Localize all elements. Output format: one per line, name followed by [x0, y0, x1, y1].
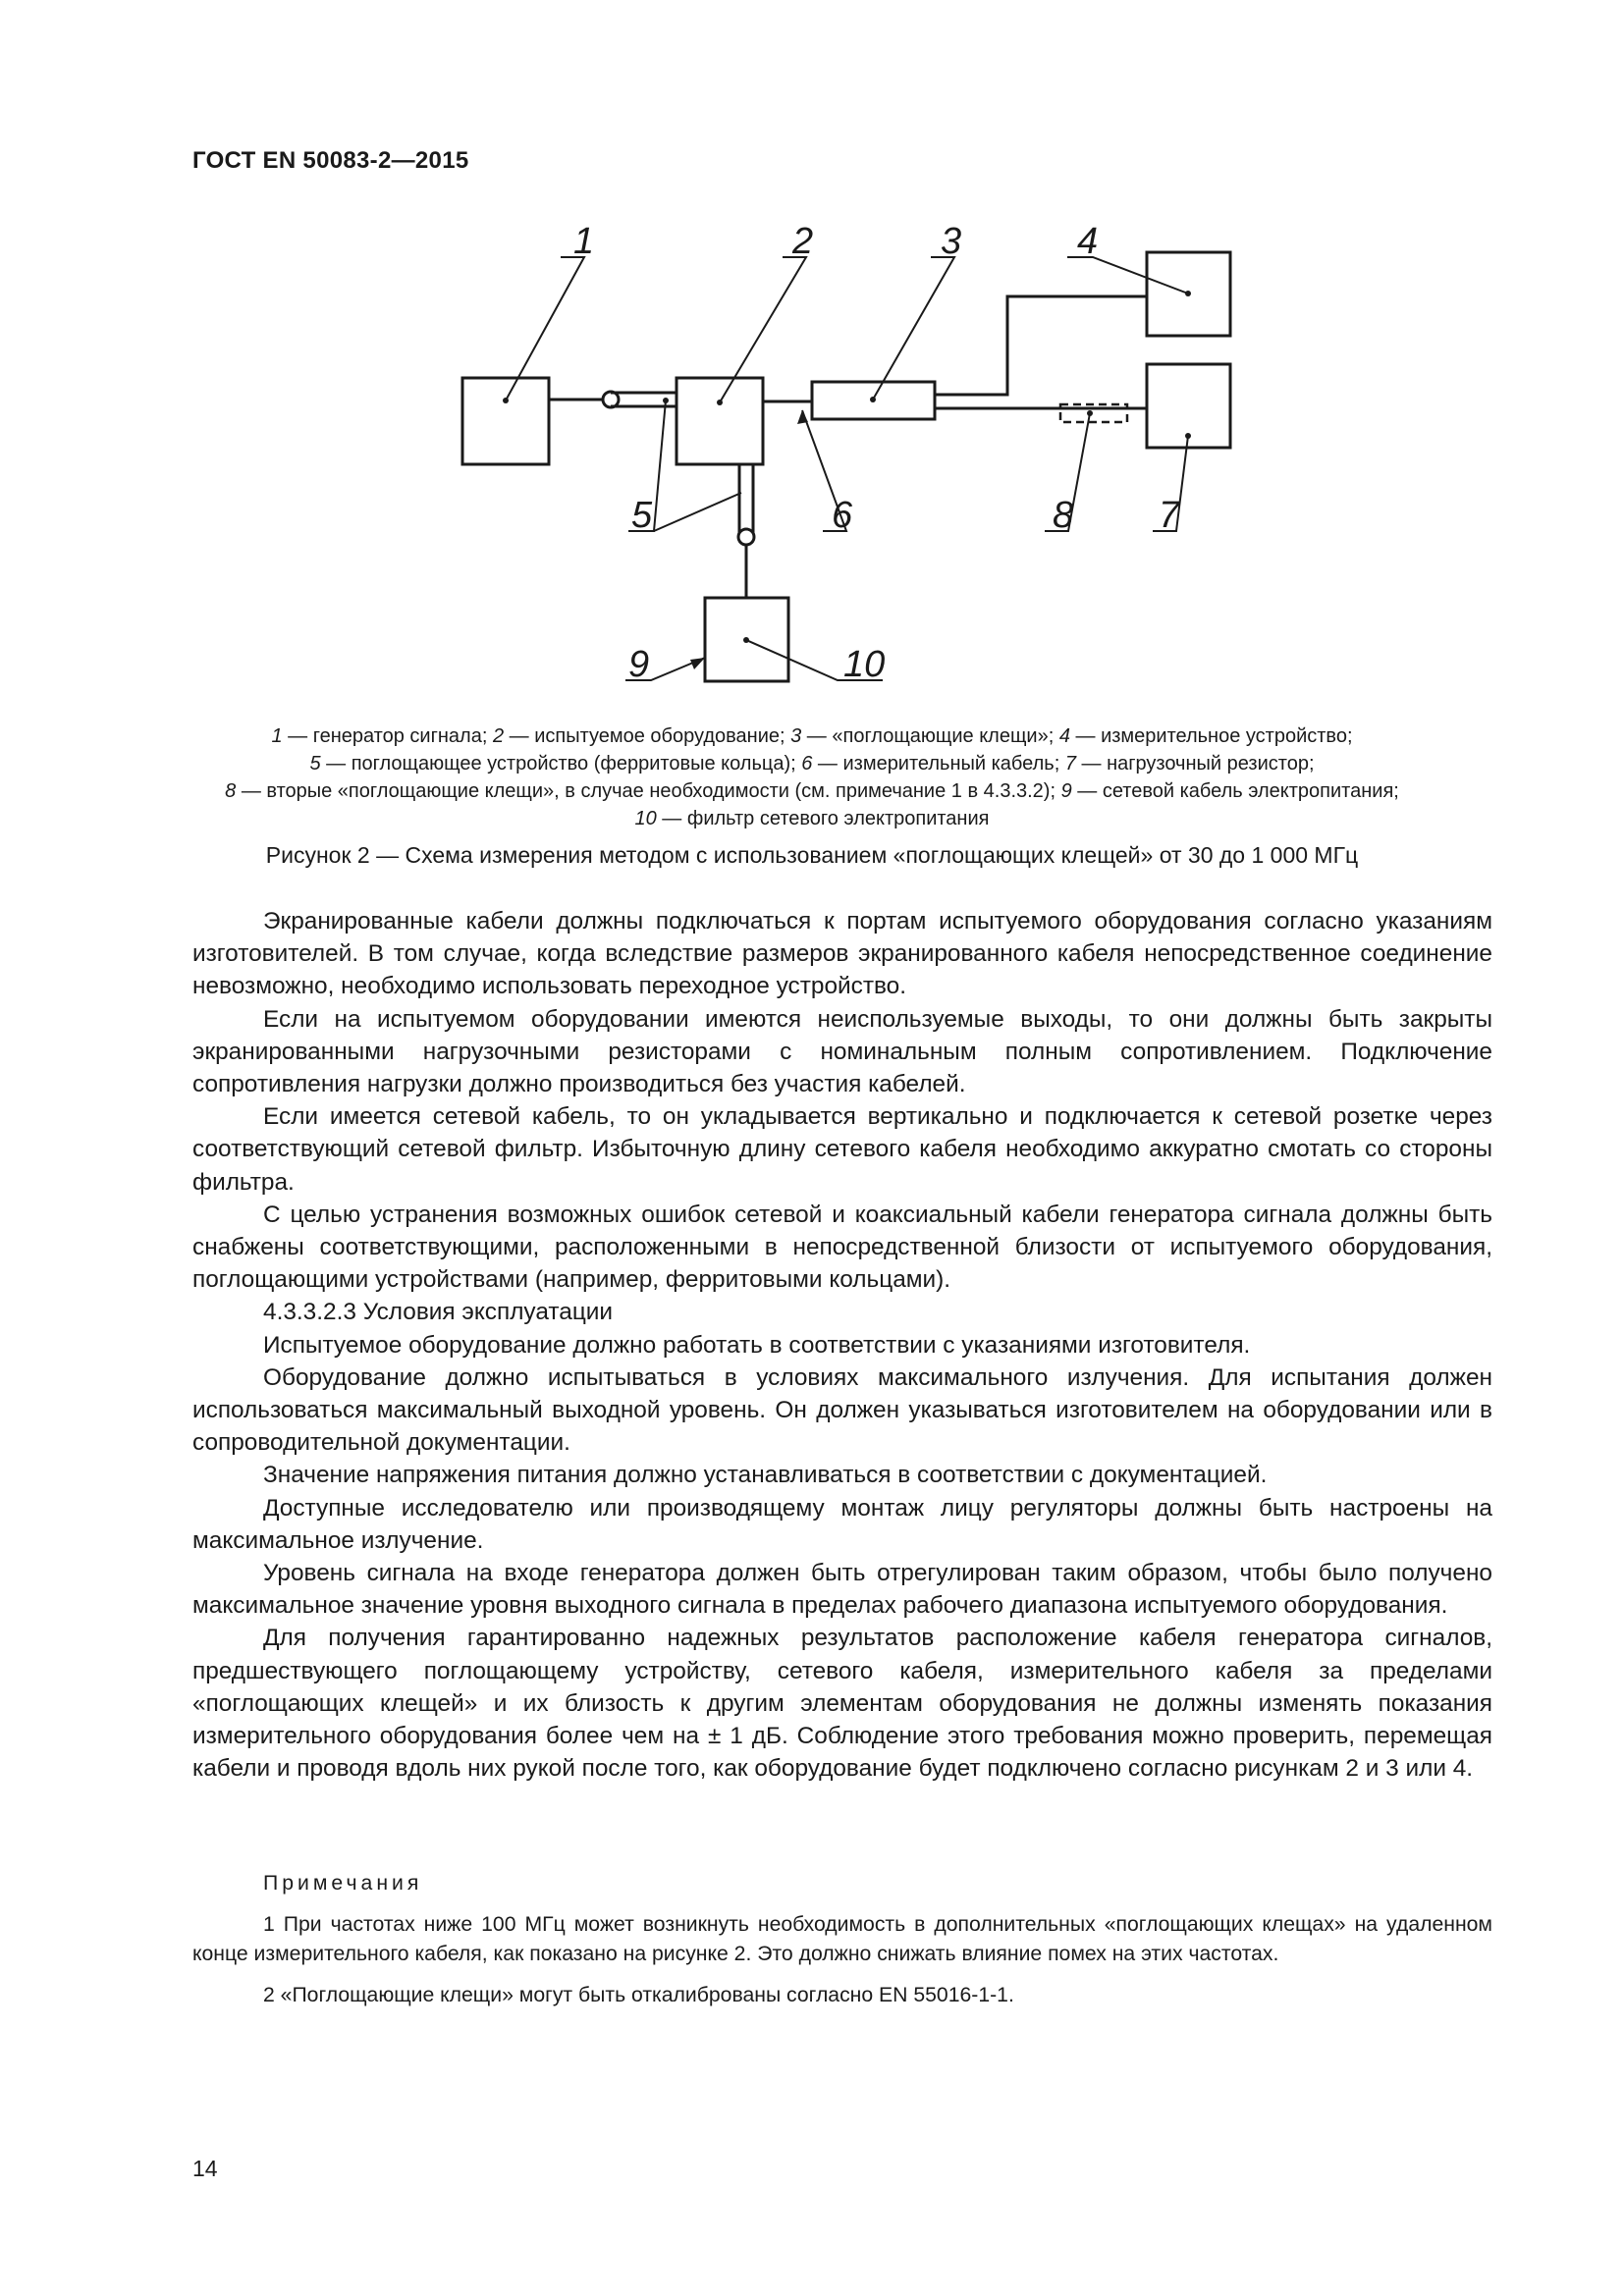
- paragraph: Значение напряжения питания должно устанавливаться в соответствии с документацией.: [263, 1462, 1268, 1489]
- note-item: 1 При частотах ниже 100 МГц может возникнуть необходимость в дополнительных «поглощающих клещах» на удаленном конце измерительного кабеля, как показано на рисунке 2. Это должно снижать влияние помех на этих частотах.: [192, 1913, 1492, 1965]
- label-5: 5: [631, 495, 653, 536]
- arrowhead-6: [797, 410, 808, 424]
- figure-legend: [157, 722, 1467, 832]
- arrowhead-9: [690, 658, 705, 669]
- paragraph: Доступные исследователю или производящему монтаж лицу регуляторы должны быть настроены на максимальное излучение.: [192, 1494, 1492, 1554]
- block-equipment-under-test: [677, 378, 763, 464]
- legend-line: 8 — вторые «поглощающие клещи», в случае необходимости (см. примечание 1 в 4.3.3.2); 9 — сетевой кабель электропитания;: [225, 780, 1399, 802]
- paragraph: Оборудование должно испытываться в условиях максимального излучения. Для испытания должен использоваться максимальный выходной уровень. Он должен указываться изготовителем на оборудовании или в сопроводительной документации.: [192, 1363, 1492, 1457]
- paragraph: Уровень сигнала на входе генератора должен быть отрегулирован таким образом, чтобы было получено максимальное значение уровня выходного сигнала в пределах рабочего диапазона испытуемого оборудования.: [192, 1560, 1492, 1620]
- leader-3: [873, 257, 954, 400]
- paragraph: Если имеется сетевой кабель, то он укладывается вертикально и подключается к сетевой розетке через соответствующий сетевой фильтр. Избыточную длину сетевого кабеля необходимо аккуратно смотать со стороны фильтра.: [192, 1103, 1492, 1196]
- body-text: [192, 905, 1492, 1785]
- figure-caption: Рисунок 2 — Схема измерения методом с использованием «поглощающих клещей» от 30 до 1 000 МГц: [265, 842, 1359, 868]
- leader-4: [1067, 257, 1188, 294]
- notes-section: [192, 1869, 1492, 2010]
- label-8: 8: [1053, 495, 1074, 536]
- label-6: 6: [832, 495, 853, 536]
- label-9: 9: [628, 644, 650, 685]
- legend-line: 5 — поглощающее устройство (ферритовые кольца); 6 — измерительный кабель; 7 — нагрузочный резистор;: [309, 753, 1315, 774]
- page-number: 14: [192, 2156, 218, 2181]
- label-7: 7: [1159, 495, 1180, 536]
- section-heading: 4.3.3.2.3 Условия эксплуатации: [263, 1299, 614, 1326]
- ferrite-tube-vertical: [739, 464, 753, 533]
- paragraph: Испытуемое оборудование должно работать в соответствии с указаниями изготовителя.: [263, 1331, 1251, 1359]
- paragraph: С целью устранения возможных ошибок сетевой и коаксиальный кабели генератора сигнала должны быть снабжены соответствующими, расположенными в непосредственной близости от испытуемого оборудования, поглощающими устройствами (например, ферритовыми кольцами).: [192, 1201, 1492, 1294]
- legend-line: 10 — фильтр сетевого электропитания: [634, 808, 990, 829]
- note-item: 2 «Поглощающие клещи» могут быть откалиброваны согласно EN 55016-1-1.: [263, 1984, 1014, 2006]
- label-1: 1: [573, 221, 595, 262]
- label-3: 3: [941, 221, 962, 262]
- legend-line: 1 — генератор сигнала; 2 — испытуемое оборудование; 3 — «поглощающие клещи»; 4 — измерительное устройство;: [271, 725, 1353, 747]
- notes-title: Примечания: [263, 1872, 423, 1895]
- label-2: 2: [792, 221, 814, 262]
- paragraph: Если на испытуемом оборудовании имеются неиспользуемые выходы, то они должны быть закрыты экранированными нагрузочными резисторами с номинальным полным сопротивлением. Подключение сопротивления нагрузки должно производиться без участия кабелей.: [192, 1005, 1492, 1098]
- document-code-header: ГОСТ EN 50083-2—2015: [192, 147, 469, 174]
- label-4: 4: [1077, 221, 1099, 262]
- paragraph: Экранированные кабели должны подключаться к портам испытуемого оборудования согласно указаниям изготовителей. В том случае, когда вследствие размеров экранированного кабеля непосредственное соединение невозможно, необходимо использовать переходное устройство.: [192, 908, 1492, 1000]
- ferrite-ring-vertical: [738, 529, 754, 545]
- label-10: 10: [843, 644, 886, 685]
- paragraph: Для получения гарантированно надежных результатов расположение кабеля генератора сигналов, предшествующего поглощающему устройству, сетевого кабеля, измерительного кабеля за пределами «поглощающих клещей» и их близость к другим элементам оборудования не должны изменять показания измерительного оборудования более чем на ± 1 дБ. Соблюдение этого требования можно проверить, перемещая кабели и проводя вдоль них рукой после того, как оборудование будет подключено согласно рисункам 2 и 3 или 4.: [192, 1625, 1492, 1783]
- block-signal-generator: [462, 378, 549, 464]
